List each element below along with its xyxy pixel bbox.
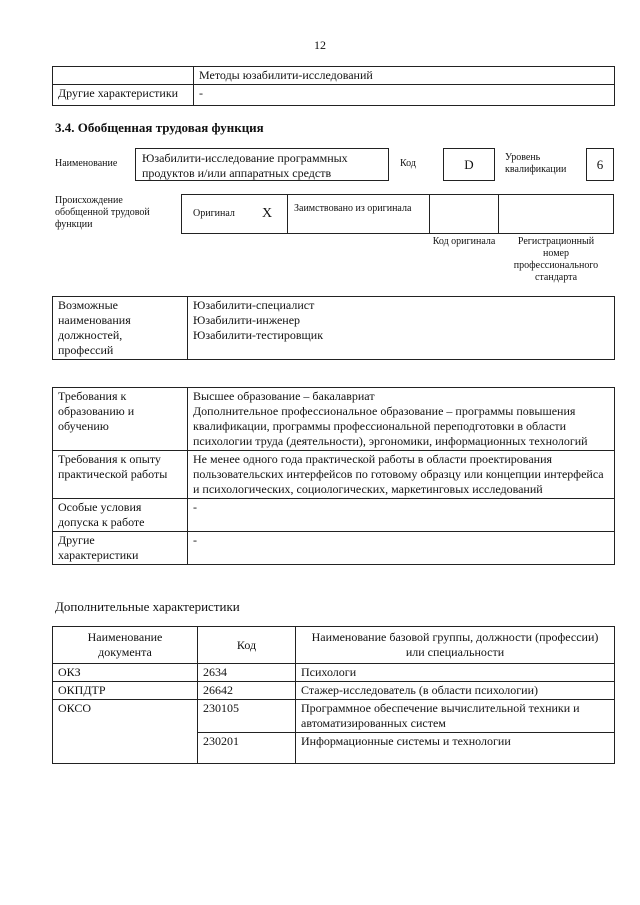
row-code: 230105: [198, 700, 296, 733]
reg-number-caption: Регистрационный номер профессионального стандарта: [513, 236, 599, 283]
origin-label: Происхождение обобщенной трудовой функции: [55, 195, 150, 230]
code-original-caption: Код оригинала: [432, 236, 496, 247]
education-label: Требования к образованию и обучению: [53, 388, 188, 451]
top-table-empty-cell: [53, 67, 194, 85]
page-number: 12: [314, 38, 326, 52]
positions-list: [188, 297, 615, 360]
top-table: [52, 66, 615, 106]
top-table-other-label: Другие характеристики: [53, 85, 194, 106]
education-line: Дополнительное профессиональное образование – программы повышения квалификации, программы профессиональной переподготовки в области психологии труда (деятельности), эргономики, информационных технологий: [193, 404, 588, 448]
experience-label: Требования к опыту практической работы: [53, 451, 188, 499]
row-name: Информационные системы и технологии: [296, 733, 615, 764]
row-code: 26642: [198, 682, 296, 700]
row-doc: ОКЗ: [53, 664, 198, 682]
top-table-other-value: -: [194, 85, 615, 106]
code-label: Код: [400, 158, 416, 169]
table-row: [53, 664, 615, 682]
other-characteristics-value: -: [188, 532, 615, 565]
section-title: 3.4. Обобщенная трудовая функция: [55, 120, 264, 135]
positions-table: [52, 296, 615, 360]
name-value-box: [135, 148, 389, 181]
education-line: Высшее образование – бакалавриат: [193, 389, 375, 403]
code-value: D: [443, 148, 495, 181]
level-value: 6: [586, 148, 614, 181]
name-value: Юзабилити-исследование программных продуктов и/или аппаратных средств: [142, 151, 348, 180]
row-name: Программное обеспечение вычислительной техники и автоматизированных систем: [296, 700, 615, 733]
header-document: Наименование документа: [53, 627, 198, 664]
name-label: Наименование: [55, 158, 118, 169]
row-name: Стажер-исследователь (в области психологии): [296, 682, 615, 700]
education-value: [188, 388, 615, 451]
special-conditions-label: Особые условия допуска к работе: [53, 499, 188, 532]
position-item: Юзабилити-специалист: [193, 298, 315, 312]
additional-table: [52, 626, 615, 764]
position-item: Юзабилити-инженер: [193, 313, 301, 327]
table-row: [53, 700, 615, 733]
row-code: 2634: [198, 664, 296, 682]
original-label: Оригинал: [193, 208, 235, 219]
header-code: Код: [198, 627, 296, 664]
header-base-group: Наименование базовой группы, должности (профессии) или специальности: [296, 627, 615, 664]
experience-value: Не менее одного года практической работы в области проектирования пользовательских интерфейсов по готовому образцу или концепции интерфейса и психологических, социологических, маркетинговых исследований: [188, 451, 615, 499]
other-characteristics-label: Другие характеристики: [53, 532, 188, 565]
additional-title: Дополнительные характеристики: [55, 599, 240, 614]
position-item: Юзабилити-тестировщик: [193, 328, 324, 342]
row-doc: ОКПДТР: [53, 682, 198, 700]
borrowed-label: Заимствовано из оригинала: [294, 203, 412, 214]
row-code: 230201: [198, 733, 296, 764]
table-row: [53, 682, 615, 700]
positions-label: Возможные наименования должностей, профессий: [53, 297, 188, 360]
level-label: Уровень квалификации: [505, 152, 567, 175]
requirements-table: [52, 387, 615, 565]
top-table-methods: Методы юзабилити-исследований: [194, 67, 615, 85]
row-doc: ОКСО: [53, 700, 198, 764]
row-name: Психологи: [296, 664, 615, 682]
special-conditions-value: -: [188, 499, 615, 532]
original-mark: X: [262, 206, 273, 221]
